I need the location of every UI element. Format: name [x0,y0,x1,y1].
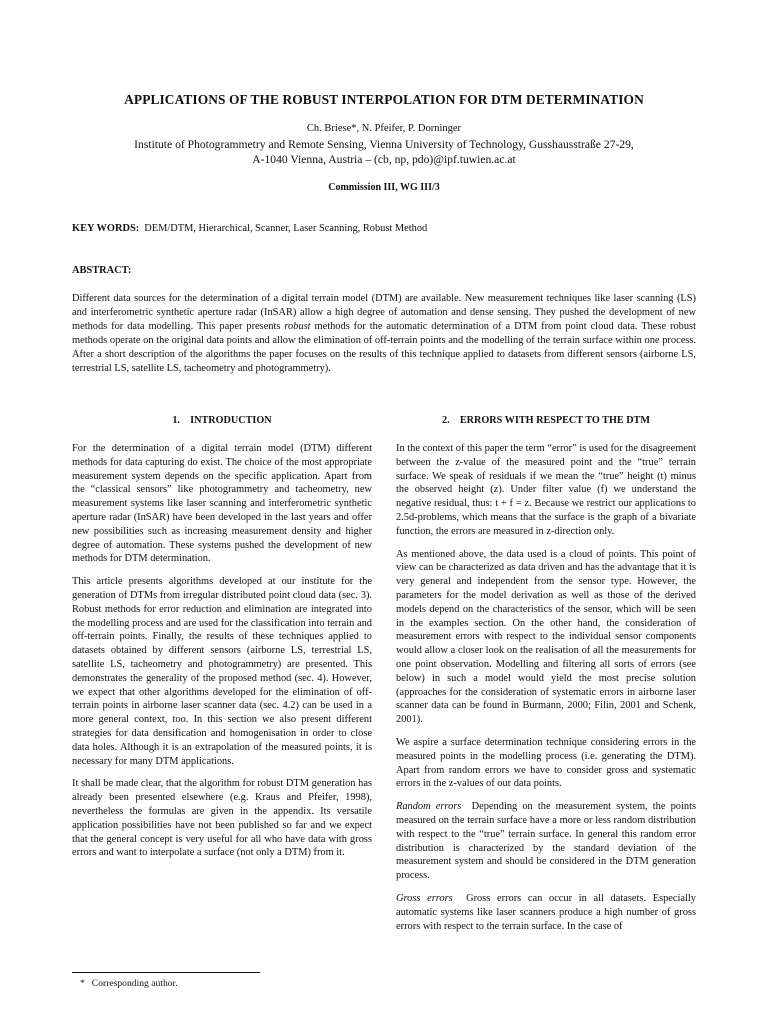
intro-paragraph-1: For the determination of a digital terrain model (DTM) different methods for data capturing do exist. The choice of the most appropriate measurement system depends on the specific application. Apart from the “classical sensors” like photogrammetry and tacheometry, new measurement systems like laser scanning and interferometric synthetic aperture radar (InSAR) have been developed in the last years and offer new possibilities such as increasing measurement density and higher degree of automation. These systems pushed the development of new methods for DTM determination. [72,443,372,565]
footnote-text: Corresponding author. [91,978,178,989]
gross-errors-text: Gross errors can occur in all datasets. Especially automatic systems like laser scanners produce a high number of gross errors with respect to the terrain surface. In the case of [396,892,697,932]
errors-paragraph-1: In the context of this paper the term “error” is used for the disagreement between the z-value of the measured point and the “true” terrain surface. We speak of residuals if we mean the “true” height (t) minus the observed height (z). Under filter value (f) we understand the negative residual, thus: t + f = z. Because we restrict our applications to 2.5d-problems, which means that the surface is the graph of a bivariate function, the errors are measured in z-direction only. [396,443,696,537]
paper-title: APPLICATIONS OF THE ROBUST INTERPOLATION FOR DTM DETERMINATION [124,92,644,107]
abstract-emphasis: robust [284,320,311,332]
keywords-label: KEY WORDS: [72,223,140,234]
section-heading-introduction: 1. INTRODUCTION [172,415,272,426]
keywords [72,223,696,234]
affiliation-line-1: Institute of Photogrammetry and Remote Sensing, Vienna University of Technology, Gusshausstraße 27-29, [134,138,634,151]
random-errors-text: Depending on the measurement system, the points measured on the terrain surface have a more or less random distribution with respect to the “true” terrain surface. In general this random error distribution is characterized by the standard deviation of the measurement system and should be considered in the DTM generation process. [396,801,697,882]
section-heading-errors: 2. ERRORS WITH RESPECT TO THE DTM [442,415,650,426]
left-column [72,414,372,869]
abstract-text-part-2: methods for the automatic determination of a DTM from point cloud data. These robust methods operate on the original data points and allow the elimination of off-terrain points and the modelling of the terrain surface within one process. After a short description of the algorithms the paper focuses on the results of this technique applied to datasets from different sensors (airborne LS, terrestrial LS, satellite LS, tacheometry and photogrammetry). [72,320,696,374]
footnote [80,978,178,989]
intro-paragraph-3: It shall be made clear, that the algorithm for robust DTM generation has already been presented elsewhere (e.g. Kraus and Pfeifer, 1998), nevertheless the formulas are given in the appendix. Its versatile application possibilities have not been published so far and we expect that the general concept is very useful for all who have data with gross errors and want to interpolate a surface (not only a DTM) from it. [72,778,372,859]
abstract-text-part-1: Different data sources for the determination of a digital terrain model (DTM) are available. New measurement techniques like laser scanning (LS) and interferometric synthetic aperture radar (InSAR) allow a high degree of automation and dense sensing. They pushed the development of new methods for data modelling. This paper presents [72,293,696,332]
errors-paragraph-gross [396,892,696,933]
footnote-divider [72,972,260,973]
abstract-heading: ABSTRACT: [72,265,132,276]
errors-paragraph-random [396,800,696,883]
intro-paragraph-2: This article presents algorithms developed at our institute for the generation of DTMs from irregular distributed point cloud data (sec. 3). Robust methods for error reduction and elimination are integrated into the modelling process and are used for the classification into terrain and off-terrain points. Finally, the results of these techniques applied to datasets obtained by different sensors (airborne LS, terrestrial LS, satellite LS, tacheometry and photogrammetry) are presented. This demonstrates the generality of the proposed method (sec. 4). However, we expect that other algorithms developed for the elimination of off-terrain points in airborne laser scanner data (sec. 4.2) can be used in a more general context, too. In this section we also present different strategies for data densification and homogenisation in order to close data holes. Although it is an extrapolation of the measured points, it is necessary for many DTM applications. [72,576,372,767]
gross-errors-label: Gross errors [396,892,453,904]
errors-paragraph-3: We aspire a surface determination technique considering errors in the measured points in the modelling process (i.e. generating the DTM). Apart from random errors we have to consider gross and systematic errors in the z-values of our data points. [396,736,696,790]
author-list: Ch. Briese*, N. Pfeifer, P. Dorninger [306,123,462,134]
random-errors-label: Random errors [396,801,462,813]
keywords-list: DEM/DTM, Hierarchical, Scanner, Laser Scanning, Robust Method [144,223,428,234]
affiliation-line-2: A-1040 Vienna, Austria – (cb, np, pdo)@ipf.tuwien.ac.at [252,152,516,166]
abstract-body [72,292,696,375]
commission-label: Commission III, WG III/3 [328,182,440,193]
affiliation [60,138,708,167]
footnote-mark: * [80,978,85,989]
right-column [396,414,696,942]
errors-paragraph-2: As mentioned above, the data used is a cloud of points. This point of view can be characterized as data driven and has the advantage that it is very general and independent from the sensor type. However, the parameters for the model derivation as well as those of the derived models depend on the characteristics of the sensor, which will be seen in the examples section. On the other hand, the consideration of measurement errors with respect to the individual sensor components would allow a closer look on the realisation of all the measurements for one point observation. Modelling and filtering all sorts of errors (see below) in such a model would yield the most precise solution (approaches for the consideration of systematic errors in airborne laser scanner data can be found in Burmann, 2000; Filin, 2001 and Schenk, 2001). [396,548,696,726]
